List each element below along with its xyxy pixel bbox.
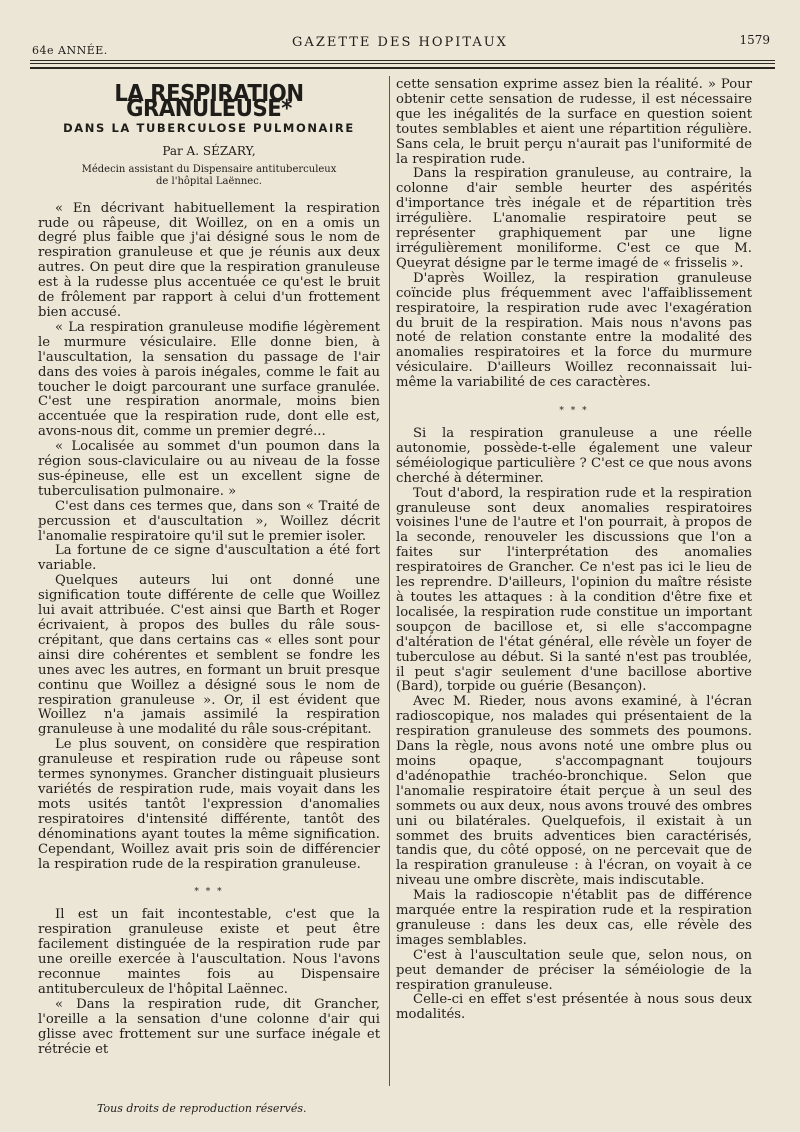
column-divider xyxy=(389,76,390,1086)
paragraph: « En décrivant habituellement la respiration rude ou râpeuse, dit Woillez, on en a omis un degré plus faible que j'ai désigné sous le nom de respiration granuleuse et que je réunis aux deux autres. On peut dire que la respiration granuleuse est à la rudesse plus accentuée ce qu'est le bruit de frôlement par rapport à celui d'un frottement bien accusé. xyxy=(38,200,380,320)
paragraph: cette sensation exprime assez bien la réalité. » Pour obtenir cette sensation de rudesse, il est nécessaire que les inégalités de la surface en question soient toutes semblables et aient une répartition régulière. Sans cela, le bruit perçu n'aurait pas l'uniformité de la respiration rude. xyxy=(396,77,752,167)
page-number: 1579 xyxy=(739,33,770,47)
article-subtitle: DANS LA TUBERCULOSE PULMONAIRE xyxy=(63,120,355,135)
paragraph: Quelques auteurs lui ont donné une signification toute différente de celle que Woillez lui avait attribuée. C'est ainsi que Barth et Roger écrivaient, à propos des bulles du râle sous-crépitant, que dans certains cas « elles sont pour ainsi dire cohérentes et semblent se fondre les unes avec les autres, en formant un bruit presque continu que Woillez a désigné sous le nom de respiration granuleuse ». Or, il est évident que Woillez n'a jamais assimilé la respiration granuleuse à une modalité du râle sous-crépitant. xyxy=(38,573,380,738)
paragraph: Dans la respiration granuleuse, au contraire, la colonne d'air semble heurter des aspérités d'importance très inégale et de répartition très irrégulière. L'anomalie respiratoire peut se représenter graphiquement par une ligne irrégulièrement moniliforme. C'est ce que M. Queyrat désigne par le terme imagé de « frisselis ». xyxy=(396,166,752,271)
paragraph: « Dans la respiration rude, dit Grancher, l'oreille a la sensation d'une colonne d'air qui glisse avec frottement sur une surface inégale et rétrécie et xyxy=(38,996,380,1057)
paragraph: D'après Woillez, la respiration granuleuse coïncide plus fréquemment avec l'affaiblissement respiratoire, la respiration rude avec l'exagération du bruit de la respiration. Mais nous n'avons pas noté de relation constante entre la modalité des anomalies respiratoires et la force du murmure vésiculaire. D'ailleurs Woillez reconnaissait lui-même la variabilité de ces caractères. xyxy=(396,270,752,391)
section-separator: * * * xyxy=(194,887,224,898)
paragraph: « Localisée au sommet d'un poumon dans la région sous-claviculaire ou au niveau de la fosse sus-épineuse, elle est un excellent signe de tuberculisation pulmonaire. » xyxy=(38,439,380,499)
paragraph: C'est à l'auscultation seule que, selon nous, on peut demander de préciser la séméiologie de la respiration granuleuse. xyxy=(396,947,752,993)
right-column xyxy=(396,78,752,1023)
paragraph: Celle-ci en effet s'est présentée à nous sous deux modalités. xyxy=(396,992,752,1023)
paragraph: Mais la radioscopie n'établit pas de différence marquée entre la respiration rude et la respiration granuleuse : dans les deux cas, elle révèle des images semblables. xyxy=(396,888,752,948)
article-title: LA RESPIRATION GRANULEUSE* xyxy=(114,81,304,122)
paragraph: La fortune de ce signe d'auscultation a été fort variable. xyxy=(38,543,380,574)
header-rule-bottom xyxy=(30,67,775,69)
header-rule-middle xyxy=(30,63,775,64)
paragraph: Il est un fait incontestable, c'est que la respiration granuleuse existe et peut être facilement distinguée de la respiration rude par une oreille exercée à l'auscultation. Nous l'avons reconnue maintes fois au Dispensaire antituberculeux de l'hôpital Laënnec. xyxy=(38,907,380,997)
affiliation-line-2: de l'hôpital Laënnec. xyxy=(156,175,262,187)
paragraph: Si la respiration granuleuse a une réelle autonomie, possède-t-elle également une valeur séméiologique particulière ? C'est ce que nous avons cherché à déterminer. xyxy=(396,426,752,486)
author-affiliation xyxy=(38,164,380,188)
paragraph: Tout d'abord, la respiration rude et la respiration granuleuse sont deux anomalies respiratoires voisines l'une de l'autre et l'on pourrait, à propos de la seconde, renouveler les discussions que l'on a faites sur l'interprétation des anomalies respiratoires de Grancher. Ce n'est pas ici le lieu de les reprendre. D'ailleurs, l'opinion du maître résiste à toutes les attaques : à la condition d'être fixe et localisée, la respiration rude constitue un important soupçon de bacillose et, si elle s'accompagne d'altération de l'état général, elle révèle un foyer de tuberculose au début. Si la santé n'est pas troublée, il peut s'agir seulement d'une bacillose abortive (Bard), torpide ou guérie (Besançon). xyxy=(396,485,752,695)
paragraph: « La respiration granuleuse modifie légèrement le murmure vésiculaire. Elle donne bien, à l'auscultation, la sensation du passage de l'air dans des voies à parois inégales, comme le fait au toucher le doigt parcourant une surface granulée. C'est une respiration anormale, moins bien accentuée que la respiration rude, dont elle est, avons-nous dit, comme un premier degré... xyxy=(38,319,380,440)
left-column xyxy=(38,78,380,1057)
paragraph: Avec M. Rieder, nous avons examiné, à l'écran radioscopique, nos malades qui présentaient de la respiration granuleuse des sommets des poumons. Dans la règle, nous avons noté une ombre plus ou moins opaque, s'accompagnant toujours d'adénopathie trachéo-bronchique. Selon que l'anomalie respiratoire était perçue à un seul des sommets ou aux deux, nous avons trouvé des ombres uni ou bilatérales. Quelquefois, il existait à un sommet des bruits adventices bien caractérisés, tandis que, du côté opposé, on ne percevait que de la respiration granuleuse : à l'écran, on voyait à ce niveau une ombre discrète, mais indiscutable. xyxy=(396,694,752,889)
article-author: Par A. SÉZARY, xyxy=(162,143,256,158)
reproduction-rights-notice: Tous droits de reproduction réservés. xyxy=(97,1102,307,1115)
journal-name: GAZETTE DES HOPITAUX xyxy=(292,35,508,50)
affiliation-line-1: Médecin assistant du Dispensaire antituberculeux xyxy=(81,163,337,175)
paragraph: Le plus souvent, on considère que respiration granuleuse et respiration rude ou râpeuse sont termes synonymes. Grancher distinguait plusieurs variétés de respiration rude, mais voyait dans les mots usités tantôt l'expression d'anomalies respiratoires d'intensité différente, tantôt des dénominations ayant toutes la même signification. Cependant, Woillez avait pris soin de différencier la respiration rude de la respiration granuleuse. xyxy=(38,737,380,872)
section-separator: * * * xyxy=(559,406,589,417)
paragraph: C'est dans ces termes que, dans son « Traité de percussion et d'auscultation », Woillez décrit l'anomalie respiratoire qu'il sut le premier isoler. xyxy=(38,498,380,544)
issue-year: 64e ANNÉE. xyxy=(32,44,108,57)
header-rule-top xyxy=(30,60,775,61)
